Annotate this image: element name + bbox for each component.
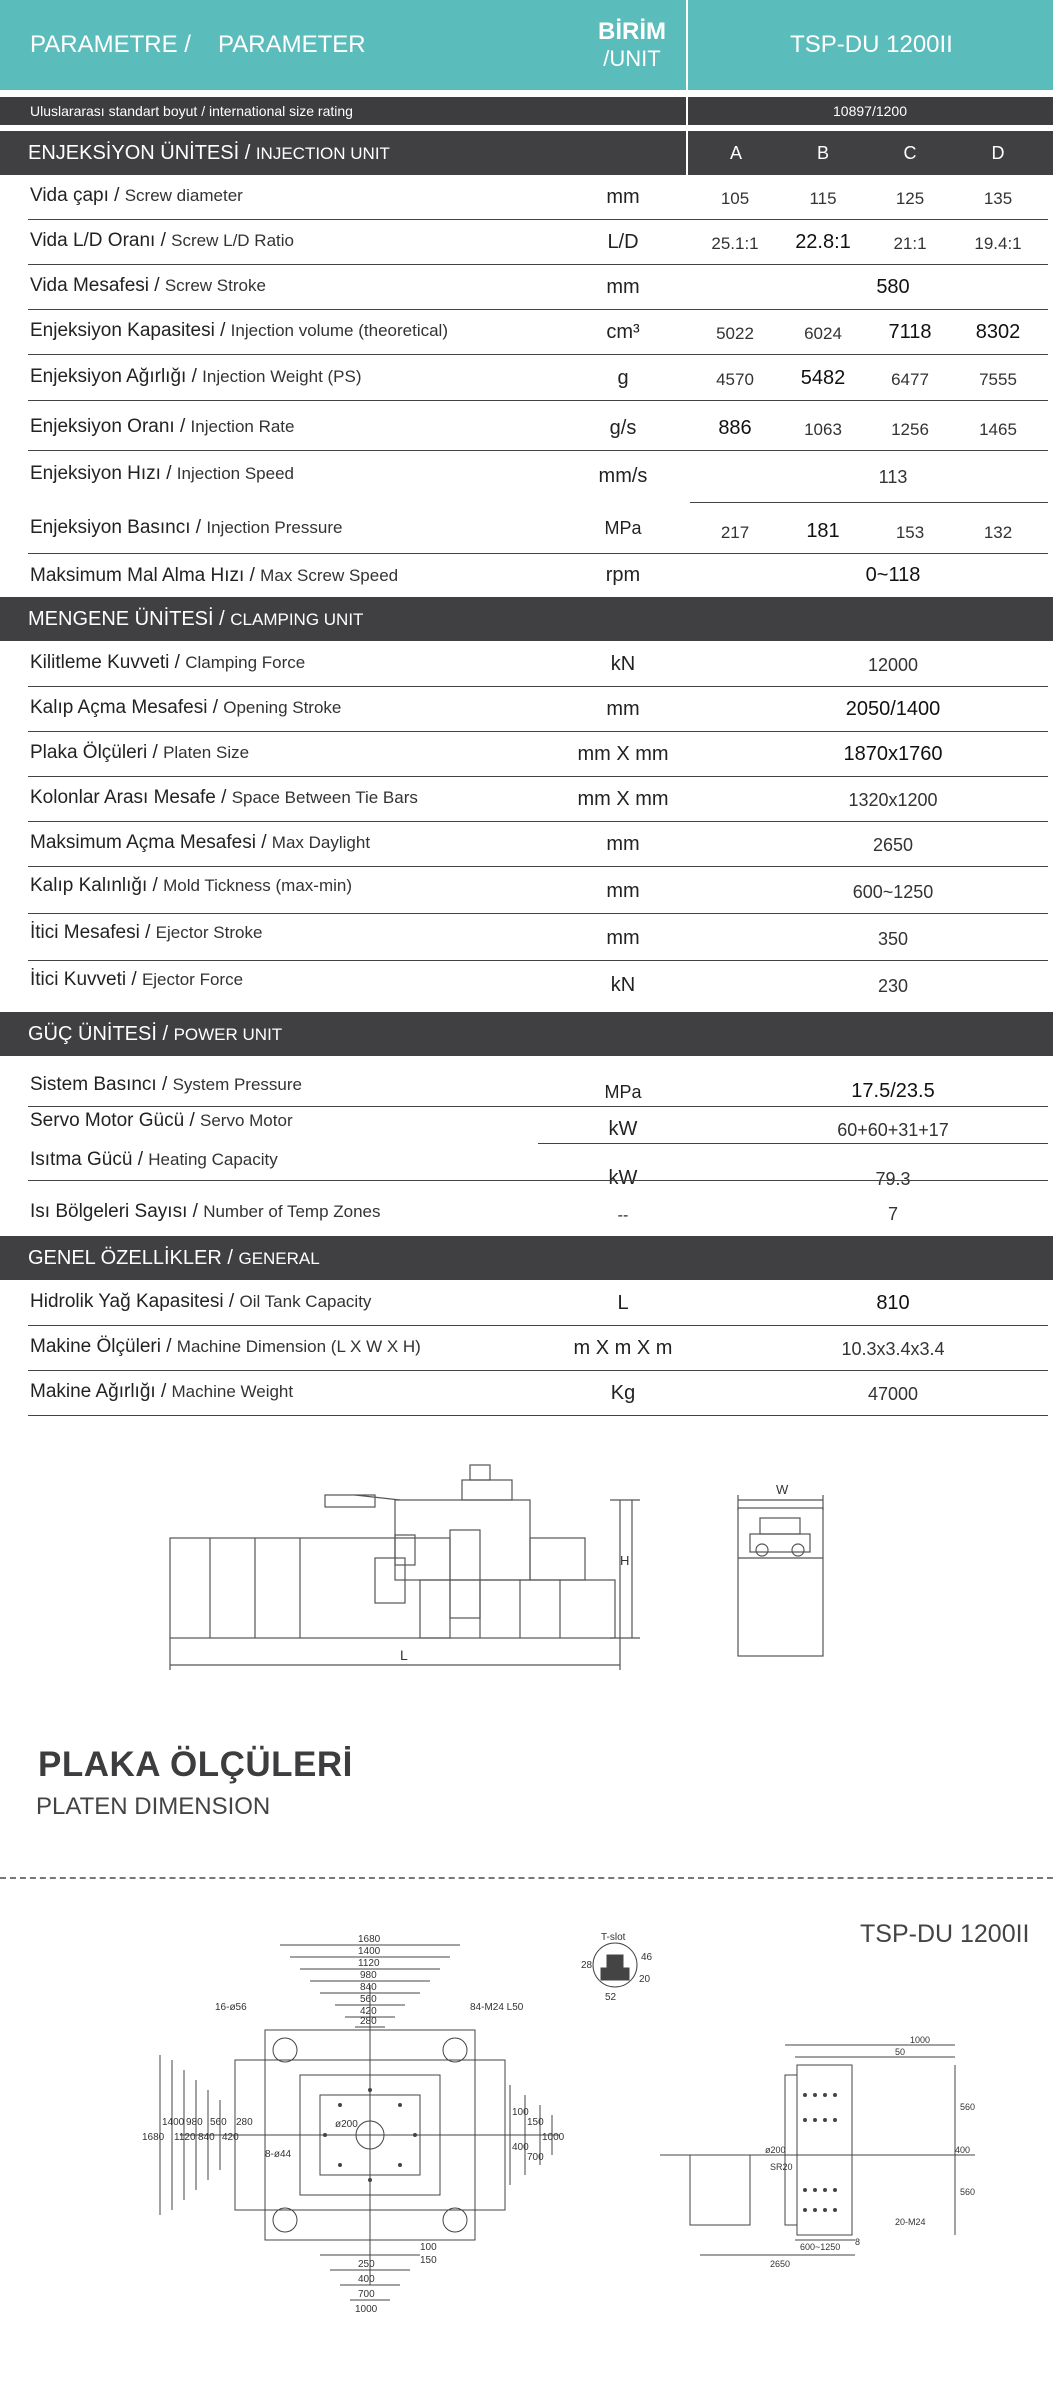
svg-text:SR20: SR20 — [770, 2162, 793, 2172]
svg-text:280: 280 — [360, 2016, 377, 2027]
svg-text:28: 28 — [581, 1960, 593, 1971]
dim-l-label: L — [400, 1647, 408, 1663]
svg-text:400: 400 — [358, 2274, 375, 2285]
unit-header — [572, 0, 692, 90]
power-unit-section — [0, 1012, 1053, 1056]
col-c: C — [903, 143, 917, 163]
svg-text:700: 700 — [527, 2152, 544, 2163]
spec-row-machine-dimension: Makine Ölçüleri / Machine Dimension (L X W X H) m X m X m 10.3x3.4x3.4 — [28, 1325, 1048, 1371]
spec-row-servo-motor: Servo Motor Gücü / Servo Motor kW 60+60+31+17 — [28, 1106, 1048, 1144]
svg-text:1000: 1000 — [355, 2304, 378, 2315]
section-title: MENGENE ÜNİTESİ / CLAMPING UNIT — [28, 608, 364, 630]
col-a: A — [729, 143, 742, 163]
svg-text:560: 560 — [960, 2102, 976, 2112]
svg-text:1400: 1400 — [358, 1946, 381, 1957]
spec-row-ejector-stroke: İtici Mesafesi / Ejector Stroke mm 350 — [28, 913, 1048, 961]
svg-text:420: 420 — [222, 2132, 239, 2143]
spec-row-injection-volume: Enjeksiyon Kapasitesi / Injection volume (theoretical) cm³ 5022 6024 7118 8302 — [28, 309, 1048, 355]
spec-row-max-screw-speed: Maksimum Mal Alma Hızı / Max Screw Speed rpm 0~118 — [30, 564, 921, 586]
spec-row-injection-speed: Enjeksiyon Hızı / Injection Speed mm/s 113 — [28, 450, 1048, 503]
svg-text:1000: 1000 — [542, 2132, 565, 2143]
t-slot-detail — [575, 1930, 655, 2010]
divider — [0, 1877, 1053, 1879]
platen-side-diagram — [655, 2035, 985, 2275]
svg-text:1120: 1120 — [358, 1958, 380, 1969]
svg-text:46: 46 — [641, 1952, 653, 1963]
svg-text:1000: 1000 — [910, 2035, 931, 2045]
machine-front-view — [690, 1480, 890, 1660]
dim-w-label: W — [776, 1482, 789, 1497]
col-b: B — [816, 143, 829, 163]
svg-text:560: 560 — [960, 2187, 976, 2197]
injection-unit-section — [0, 131, 1053, 175]
spec-row-ejector-force: İtici Kuvveti / Ejector Force kN 230 — [30, 969, 909, 996]
intl-size-rating-row — [0, 97, 1053, 125]
svg-text:700: 700 — [358, 2289, 375, 2300]
svg-text:2650: 2650 — [770, 2259, 791, 2269]
spec-row-platen-size: Plaka Ölçüleri / Platen Size mm X mm 1870x1760 — [28, 731, 1048, 777]
svg-text:16-ø56: 16-ø56 — [215, 2002, 247, 2013]
spec-row-opening-stroke: Kalıp Açma Mesafesi / Opening Stroke mm 2050/1400 — [28, 686, 1048, 732]
svg-text:1680: 1680 — [358, 1934, 381, 1945]
svg-text:1400: 1400 — [162, 2117, 185, 2128]
svg-text:980: 980 — [186, 2117, 203, 2128]
platen-title-en: PLATEN DIMENSION — [36, 1793, 271, 1820]
svg-text:150: 150 — [527, 2117, 544, 2128]
platen-title-tr: PLAKA ÖLÇÜLERİ — [38, 1745, 353, 1784]
svg-text:100: 100 — [420, 2242, 437, 2253]
svg-text:980: 980 — [360, 1970, 377, 1981]
svg-text:280: 280 — [236, 2117, 253, 2128]
svg-text:400: 400 — [955, 2145, 971, 2155]
spec-row-clamping-force: Kilitleme Kuvveti / Clamping Force kN 12000 — [28, 641, 1048, 687]
svg-text:400: 400 — [512, 2142, 529, 2153]
svg-text:560: 560 — [360, 1994, 377, 2005]
svg-text:84-M24 L50: 84-M24 L50 — [470, 2002, 524, 2013]
model-label: TSP-DU 1200II — [790, 31, 953, 58]
unit-tr-label: BİRİM — [598, 18, 666, 45]
svg-text:840: 840 — [198, 2132, 215, 2143]
machine-side-view — [0, 1460, 1053, 1700]
general-section — [0, 1236, 1053, 1280]
spec-row-screw-stroke: Vida Mesafesi / Screw Stroke mm 580 — [28, 264, 1048, 310]
spec-row-temp-zones: Isı Bölgeleri Sayısı / Number of Temp Zones -- 7 — [30, 1201, 898, 1224]
spec-table-header — [0, 0, 1053, 90]
spec-row-injection-rate: Enjeksiyon Oranı / Injection Rate g/s 886 1063 1256 1465 — [28, 400, 1048, 451]
param-tr-label: PARAMETRE / — [30, 31, 191, 58]
spec-row-system-pressure: Sistem Basıncı / System Pressure MPa 17.5/23.5 — [28, 1056, 1048, 1107]
svg-text:ø200: ø200 — [335, 2119, 358, 2130]
section-title: GENEL ÖZELLİKLER / GENERAL — [28, 1247, 320, 1269]
svg-text:100: 100 — [512, 2107, 529, 2118]
unit-en-label: /UNIT — [603, 46, 661, 71]
spec-row-machine-weight: Makine Ağırlığı / Machine Weight Kg 47000 — [28, 1370, 1048, 1416]
section-title: GÜÇ ÜNİTESİ / POWER UNIT — [28, 1023, 283, 1045]
spec-row-oil-tank: Hidrolik Yağ Kapasitesi / Oil Tank Capacity L 810 — [28, 1280, 1048, 1326]
svg-text:560: 560 — [210, 2117, 227, 2128]
spec-row-heating-capacity: Isıtma Gücü / Heating Capacity kW 79.3 — [28, 1144, 1048, 1193]
svg-text:50: 50 — [895, 2047, 906, 2057]
svg-text:1680: 1680 — [142, 2132, 165, 2143]
svg-text:20-M24: 20-M24 — [895, 2217, 926, 2227]
intl-value: 10897/1200 — [833, 103, 907, 119]
col-d: D — [991, 143, 1005, 163]
spec-row-screw-ld: Vida L/D Oranı / Screw L/D Ratio L/D 25.1:1 22.8:1 21:1 19.4:1 — [28, 219, 1048, 265]
spec-row-injection-weight: Enjeksiyon Ağırlığı / Injection Weight (PS) g 4570 5482 6477 7555 — [28, 354, 1048, 401]
svg-text:20: 20 — [639, 1974, 651, 1985]
spec-row-tie-bars: Kolonlar Arası Mesafe / Space Between Tie Bars mm X mm 1320x1200 — [28, 776, 1048, 822]
spec-row-max-daylight: Maksimum Açma Mesafesi / Max Daylight mm 2650 — [28, 821, 1048, 867]
spec-row-screw-diameter: Vida çapı / Screw diameter mm 105 115 125 135 — [28, 175, 1048, 220]
spec-row-mold-thickness: Kalıp Kalınlığı / Mold Tickness (max-min) mm 600~1250 — [28, 866, 1048, 914]
svg-text:1120: 1120 — [174, 2132, 196, 2143]
spec-row-injection-pressure: Enjeksiyon Basıncı / Injection Pressure MPa 217 181 153 132 — [28, 503, 1048, 554]
clamping-unit-section — [0, 597, 1053, 641]
section-title: ENJEKSİYON ÜNİTESİ / INJECTION UNIT — [28, 142, 390, 164]
svg-text:52: 52 — [605, 1992, 617, 2003]
svg-text:8: 8 — [855, 2237, 861, 2247]
svg-text:250: 250 — [358, 2259, 375, 2270]
svg-text:600~1250: 600~1250 — [800, 2242, 841, 2252]
svg-text:420: 420 — [360, 2006, 377, 2017]
intl-label: Uluslararası standart boyut / international size rating — [30, 103, 353, 119]
svg-text:ø200: ø200 — [765, 2145, 786, 2155]
svg-text:150: 150 — [420, 2255, 437, 2266]
svg-text:840: 840 — [360, 1982, 377, 1993]
param-en-label: PARAMETER — [218, 31, 366, 58]
svg-text:T-slot: T-slot — [601, 1932, 626, 1943]
platen-front-diagram — [140, 1925, 580, 2365]
dim-h-label: H — [620, 1553, 630, 1568]
platen-model-label: TSP-DU 1200II — [860, 1920, 1030, 1948]
svg-text:8-ø44: 8-ø44 — [265, 2149, 292, 2160]
